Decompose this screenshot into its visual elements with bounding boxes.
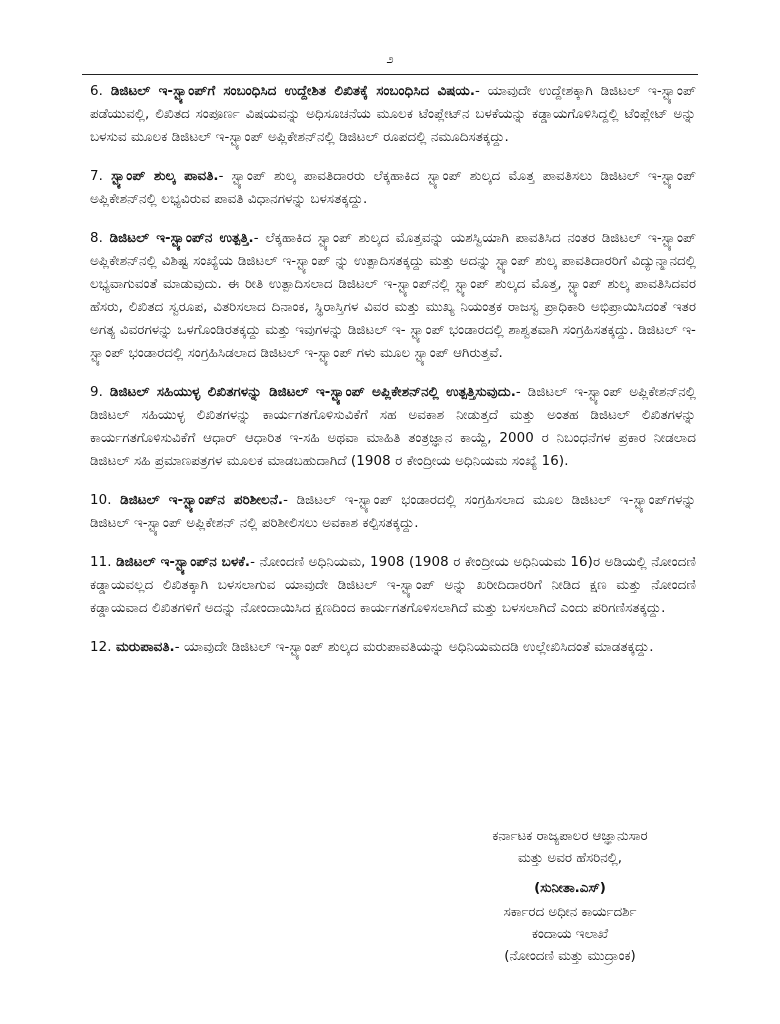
signatory-name: (ಸುನೀತಾ.ಎಸ್) [534, 881, 606, 896]
clause-number: 12. [90, 640, 112, 655]
clause-heading: ಸ್ಟ್ಯಾಂಪ್ ಶುಲ್ಕ ಪಾವತಿ. [111, 169, 219, 184]
clause-8 [90, 227, 696, 365]
document-body [90, 80, 696, 675]
authority-line-2: ಮತ್ತು ಅವರ ಹೆಸರಿನಲ್ಲಿ, [517, 851, 623, 866]
designation-line-1: ಸರ್ಕಾರದ ಅಧೀನ ಕಾರ್ಯದರ್ಶಿ [503, 905, 637, 920]
clause-heading: ಡಿಜಿಟಲ್ ಇ-ಸ್ಟ್ಯಾಂಪ್‌ನ ಬಳಕೆ. [116, 555, 251, 570]
clause-text: - ಡಿಜಿಟಲ್ ಇ-ಸ್ಟ್ಯಾಂಪ್ ಅಪ್ಲಿಕೇಶನ್‌ನಲ್ಲಿ ಡಿಜಿಟಲ್ ಸಹಿಯುಳ್ಳ ಲಿಖಿತಗಳನ್ನು ಕಾರ್ಯಗತಗೊಳಿಸುವಿಕೆಗೆ ಸಹ ಅವಕಾಶ ನೀಡುತ್ತದೆ ಮತ್ತು ಅಂತಹ ಡಿಜಿಟಲ್ ಲಿಖಿತಗಳನ್ನು ಕಾರ್ಯಗತಗೊಳಿಸುವಿಕೆಗೆ ಆಧಾರ್ ಆಧಾರಿತ ಇ-ಸಹಿ ಅಥವಾ ಮಾಹಿತಿ ತಂತ್ರಜ್ಞಾನ ಕಾಯ್ದೆ, 2000 ರ ನಿಬಂಧನೆಗಳ ಪ್ರಕಾರ ನೀಡಲಾದ ಡಿಜಿಟಲ್ ಸಹಿ ಪ್ರಮಾಣಪತ್ರಗಳ ಮೂಲಕ ಮಾಡಬಹುದಾಗಿದೆ (1908 ರ ಕೇಂದ್ರೀಯ ಅಧಿನಿಯಮ ಸಂಖ್ಯೆ 16). [90, 385, 697, 469]
clause-heading: ಡಿಜಿಟಲ್ ಸಹಿಯುಳ್ಳ ಲಿಖಿತಗಳನ್ನು ಡಿಜಿಟಲ್ ಇ-ಸ್ಟ್ಯಾಂಪ್ ಅಪ್ಲಿಕೇಶನ್‌ನಲ್ಲಿ ಉತ್ಪತ್ತಿಸುವುದು. [109, 385, 516, 400]
clause-text: - ಯಾವುದೇ ಉದ್ದೇಶಕ್ಕಾಗಿ ಡಿಜಿಟಲ್ ಇ-ಸ್ಟ್ಯಾಂಪ್ ಪಡೆಯುವಲ್ಲಿ, ಲಿಖಿತದ ಸಂಪೂರ್ಣ ವಿಷಯವನ್ನು ಅಧಿಸೂಚನೆಯ ಮೂಲಕ ಟೆಂಪ್ಲೇಟ್‌ನ ಬಳಕೆಯನ್ನು ಕಡ್ಡಾಯಗೊಳಿಸಿದ್ದಲ್ಲಿ ಟೆಂಪ್ಲೇಟ್ ಅನ್ನು ಬಳಸುವ ಮೂಲಕ ಡಿಜಿಟಲ್ ಇ-ಸ್ಟ್ಯಾಂಪ್ ಅಪ್ಲಿಕೇಶನ್‌ನಲ್ಲಿ ಡಿಜಿಟಲ್ ರೂಪದಲ್ಲಿ ನಮೂದಿಸತಕ್ಕದ್ದು. [90, 84, 696, 145]
clause-text: - ಸ್ಟ್ಯಾಂಪ್ ಶುಲ್ಕ ಪಾವತಿದಾರರು ಲೆಕ್ಕಹಾಕಿದ ಸ್ಟ್ಯಾಂಪ್ ಶುಲ್ಕದ ಮೊತ್ತ ಪಾವತಿಸಲು ಡಿಜಿಟಲ್ ಇ-ಸ್ಟ್ಯಾಂಪ್ ಅಪ್ಲಿಕೇಶನ್‌ನಲ್ಲಿ ಲಭ್ಯವಿರುವ ಪಾವತಿ ವಿಧಾನಗಳನ್ನು ಬಳಸತಕ್ಕದ್ದು. [90, 169, 696, 207]
clause-11 [90, 551, 696, 620]
clause-text: - ಲೆಕ್ಕಹಾಕಿದ ಸ್ಟ್ಯಾಂಪ್ ಶುಲ್ಕದ ಮೊತ್ತವನ್ನು ಯಶಸ್ವಿಯಾಗಿ ಪಾವತಿಸಿದ ನಂತರ ಡಿಜಿಟಲ್ ಇ-ಸ್ಟ್ಯಾಂಪ್ ಅಪ್ಲಿಕೇಶನ್‌ನಲ್ಲಿ ವಿಶಿಷ್ಟ ಸಂಖ್ಯೆಯ ಡಿಜಿಟಲ್ ಇ-ಸ್ಟ್ಯಾಂಪ್ ನ್ನು ಉತ್ಪಾದಿಸತಕ್ಕದ್ದು ಮತ್ತು ಅದನ್ನು ಸ್ಟ್ಯಾಂಪ್ ಶುಲ್ಕ ಪಾವತಿದಾರರಿಗೆ ವಿದ್ಯುನ್ಮಾನದಲ್ಲಿ ಲಭ್ಯವಾಗುವಂತೆ ಮಾಡುವುದು. ಈ ರೀತಿ ಉತ್ಪಾದಿಸಲಾದ ಡಿಜಿಟಲ್ ಇ-ಸ್ಟ್ಯಾಂಪ್‌ನಲ್ಲಿ ಸ್ಟ್ಯಾಂಪ್ ಶುಲ್ಕದ ಮೊತ್ತ, ಸ್ಟ್ಯಾಂಪ್ ಶುಲ್ಕ ಪಾವತಿಸಿದವರ ಹೆಸರು, ಲಿಖಿತದ ಸ್ವರೂಪ, ವಿತರಿಸಲಾದ ದಿನಾಂಕ, ಸ್ಥಿರಾಸ್ತಿಗಳ ವಿವರ ಮತ್ತು ಮುಖ್ಯ ನಿಯಂತ್ರಕ ರಾಜಸ್ವ ಪ್ರಾಧಿಕಾರಿ ಅಭಿಪ್ರಾಯಿಸಿದಂತೆ ಇತರ ಅಗತ್ಯ ವಿವರಗಳನ್ನು ಒಳಗೊಂಡಿರತಕ್ಕದ್ದು ಮತ್ತು ಇವುಗಳನ್ನು ಡಿಜಿಟಲ್ ಇ- ಸ್ಟ್ಯಾಂಪ್ ಭಂಡಾರದಲ್ಲಿ ಶಾಶ್ವತವಾಗಿ ಸಂಗ್ರಹಿಸತಕ್ಕದ್ದು. ಡಿಜಿಟಲ್ ಇ-ಸ್ಟ್ಯಾಂಪ್ ಭಂಡಾರದಲ್ಲಿ ಸಂಗ್ರಹಿಸಿಡಲಾದ ಡಿಜಿಟಲ್ ಇ-ಸ್ಟ್ಯಾಂಪ್ ಗಳು ಮೂಲ ಸ್ಟ್ಯಾಂಪ್ ಆಗಿರುತ್ತವೆ. [90, 231, 697, 361]
clause-9 [90, 381, 696, 473]
authority-line-1: ಕರ್ನಾಟಕ ರಾಜ್ಯಪಾಲರ ಆಜ್ಞಾನುಸಾರ [492, 829, 648, 844]
header-rule [82, 74, 698, 75]
clause-text: - ಡಿಜಿಟಲ್ ಇ-ಸ್ಟ್ಯಾಂಪ್ ಭಂಡಾರದಲ್ಲಿ ಸಂಗ್ರಹಿಸಲಾದ ಮೂಲ ಡಿಜಿಟಲ್ ಇ-ಸ್ಟ್ಯಾಂಪ್‌ಗಳನ್ನು ಡಿಜಿಟಲ್ ಇ-ಸ್ಟ್ಯಾಂಪ್ ಅಪ್ಲಿಕೇಶನ್ ನಲ್ಲಿ ಪರಿಶೀಲಿಸಲು ಅವಕಾಶ ಕಲ್ಪಿಸತಕ್ಕದ್ದು. [90, 493, 696, 531]
clause-number: 6. [90, 84, 103, 99]
clause-heading: ಡಿಜಿಟಲ್ ಇ-ಸ್ಟ್ಯಾಂಪ್‌ನ ಉತ್ಪತ್ತಿ. [109, 231, 254, 246]
designation-line-2: ಕಂದಾಯ ಇಲಾಖೆ [531, 927, 609, 942]
clause-number: 11. [90, 555, 112, 570]
clause-number: 9. [90, 385, 103, 400]
clause-heading: ಡಿಜಿಟಲ್ ಇ-ಸ್ಟ್ಯಾಂಪ್‌ನ ಪರಿಶೀಲನೆ. [120, 493, 284, 508]
clause-heading: ಡಿಜಿಟಲ್ ಇ-ಸ್ಟ್ಯಾಂಪ್‌ಗೆ ಸಂಬಂಧಿಸಿದ ಉದ್ದೇಶಿತ ಲಿಖಿತಕ್ಕೆ ಸಂಬಂಧಿಸಿದ ವಿಷಯ. [110, 84, 476, 99]
designation-line-3: (ನೋಂದಣಿ ಮತ್ತು ಮುದ್ರಾಂಕ) [504, 949, 636, 964]
page-number: ೨ [386, 52, 394, 67]
clause-heading: ಮರುಪಾವತಿ. [115, 640, 175, 655]
clause-text: - ಯಾವುದೇ ಡಿಜಿಟಲ್ ಇ-ಸ್ಟ್ಯಾಂಪ್ ಶುಲ್ಕದ ಮರುಪಾವತಿಯನ್ನು ಅಧಿನಿಯಮದಡಿ ಉಲ್ಲೇಖಿಸಿದಂತೆ ಮಾಡತಕ್ಕದ್ದು. [174, 640, 654, 655]
clause-6 [90, 80, 696, 149]
signatory-designation [400, 902, 740, 968]
clause-12 [90, 636, 696, 659]
clause-number: 10. [90, 493, 112, 508]
clause-number: 8. [90, 231, 103, 246]
clause-number: 7. [90, 169, 103, 184]
signature-authority [400, 826, 740, 870]
clause-text: - ನೋಂದಣಿ ಅಧಿನಿಯಮ, 1908 (1908 ರ ಕೇಂದ್ರೀಯ ಅಧಿನಿಯಮ 16)ರ ಅಡಿಯಲ್ಲಿ ನೋಂದಣಿ ಕಡ್ಡಾಯವಲ್ಲದ ಲಿಖಿತಕ್ಕಾಗಿ ಬಳಸಲಾಗುವ ಯಾವುದೇ ಡಿಜಿಟಲ್ ಇ-ಸ್ಟ್ಯಾಂಪ್ ಅನ್ನು ಖರೀದಿದಾರರಿಗೆ ನೀಡಿದ ಕ್ಷಣ ಮತ್ತು ನೋಂದಣಿ ಕಡ್ಡಾಯವಾದ ಲಿಖಿತಗಳಿಗೆ ಅದನ್ನು ನೋಂದಾಯಿಸಿದ ಕ್ಷಣದಿಂದ ಕಾರ್ಯಗತಗೊಳಿಸಲಾಗಿದೆ ಮತ್ತು ಬಳಸಲಾಗಿದೆ ಎಂದು ಪರಿಗಣಿಸತಕ್ಕದ್ದು. [90, 555, 696, 616]
clause-10 [90, 489, 696, 535]
clause-7 [90, 165, 696, 211]
